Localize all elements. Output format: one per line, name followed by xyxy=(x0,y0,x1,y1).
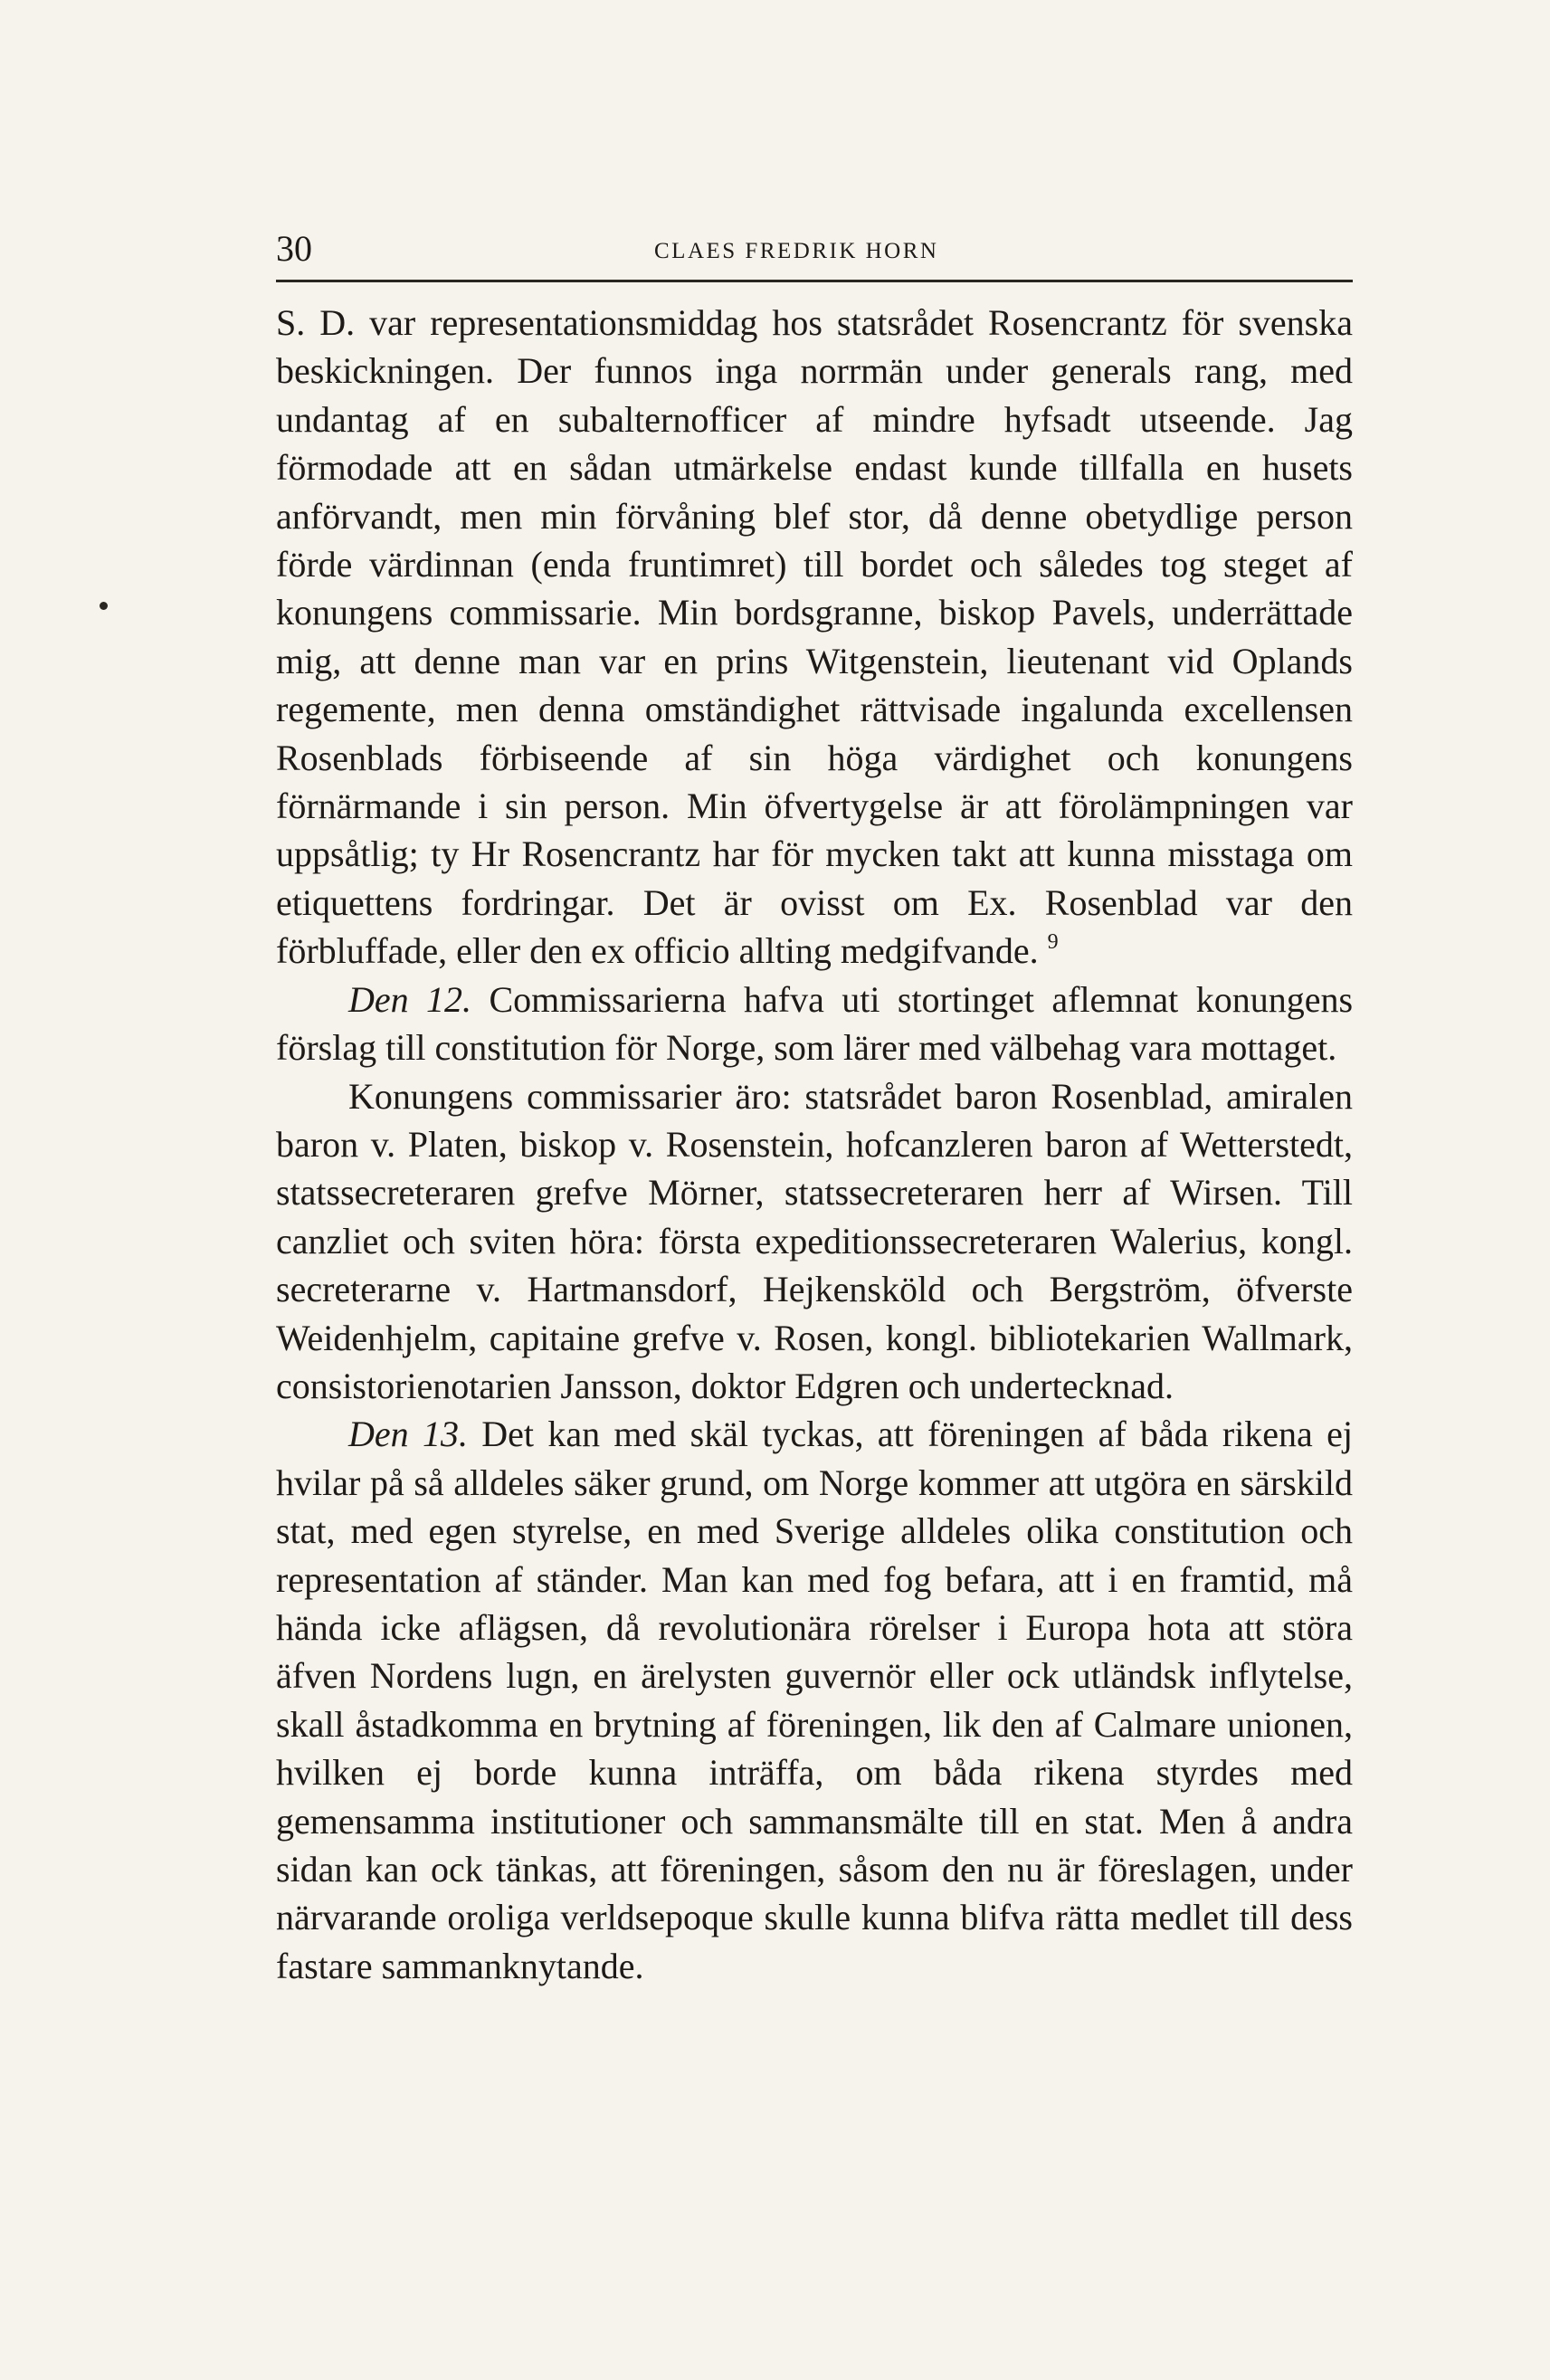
header-rule xyxy=(276,280,1353,282)
margin-mark xyxy=(100,602,108,610)
paragraph-2 xyxy=(276,976,1353,1072)
paragraph-4 xyxy=(276,1410,1353,1990)
entry-date-13: Den 13. xyxy=(348,1414,468,1455)
running-head: CLAES FREDRIK HORN xyxy=(654,239,939,263)
paragraph-2-text: Commissarierna hafva uti stortinget aflemnat konungens förslag till constitution för Norge, som lärer med välbehag vara mottaget. xyxy=(276,978,1354,1069)
paragraph-4-text: Det kan med skäl tyckas, att föreningen af båda rikena ej hvilar på så alldeles säker grund, om Norge kommer att utgöra en särskild stat, med egen styrelse, en med Sverige alldeles olika constitution och representation af ständer. Man kan med fog befara, att i en framtid, må hända icke aflägsen, då revolutionära rörelser i Europa hota att störa äfven Nordens lugn, en ärelysten guvernör eller ock utländsk inflytelse, skall åstadkomma en brytning af föreningen, lik den af Calmare unionen, hvilken ej borde kunna inträffa, om båda rikena styrdes med gemensamma institutioner och sammansmälte till en stat. Men å andra sidan kan ock tänkas, att föreningen, såsom den nu är föreslagen, under närvarande oroliga verldsepoque skulle kunna blifva rätta medlet till dess fastare sammanknytande. xyxy=(276,1414,1353,1986)
entry-date-12: Den 12. xyxy=(348,978,472,1020)
page-number: 30 xyxy=(276,228,312,269)
body-text xyxy=(276,299,1353,1990)
paragraph-3-text: Konungens commissarier äro: statsrådet baron Rosenblad, amiralen baron v. Platen, biskop v. Rosenstein, hofcanzleren baron af Wetterstedt, statssecreteraren grefve Mörner, statssecreteraren herr af Wirsen. Till canzliet och sviten höra: första expeditionssecreteraren Walerius, kongl. secreterarne v. Hartmansdorf, Hejkensköld och Bergström, öfverste Weidenhjelm, capitaine grefve v. Rosen, kongl. bibliotekarien Wallmark, consistorienotarien Jansson, doktor Edgren och undertecknad. xyxy=(276,1075,1353,1406)
page-header xyxy=(276,228,1353,283)
paragraph-3 xyxy=(276,1072,1353,1411)
paragraph-1 xyxy=(276,299,1353,976)
paragraph-1-text: S. D. var representationsmiddag hos statsrådet Rosencrantz för svenska beskickningen. Der funnos inga norrmän under generals rang, med undantag af en subalternofficer af mindre hyfsadt utseende. Jag förmodade att en sådan utmärkelse endast kunde tillfalla en husets anförvandt, men min förvåning blef stor, då denne obetydlige person förde värdinnan (enda fruntimret) till bordet och således tog steget af konungens commissarie. Min bordsgranne, biskop Pavels, underrättade mig, att denne man var en prins Witgenstein, lieutenant vid Oplands regemente, men denna omständighet rättvisade ingalunda excellensen Rosenblads förbiseende af sin höga värdighet och konungens förnärmande i sin person. Min öfvertygelse är att förolämpningen var uppsåtlig; ty Hr Rosencrantz har för mycken takt att kunna misstaga om etiquettens fordringar. Det är ovisst om Ex. Rosenblad var den förbluffade, eller den ex officio allting medgifvande. xyxy=(276,302,1353,972)
footnote-marker: 9 xyxy=(1047,930,1059,955)
